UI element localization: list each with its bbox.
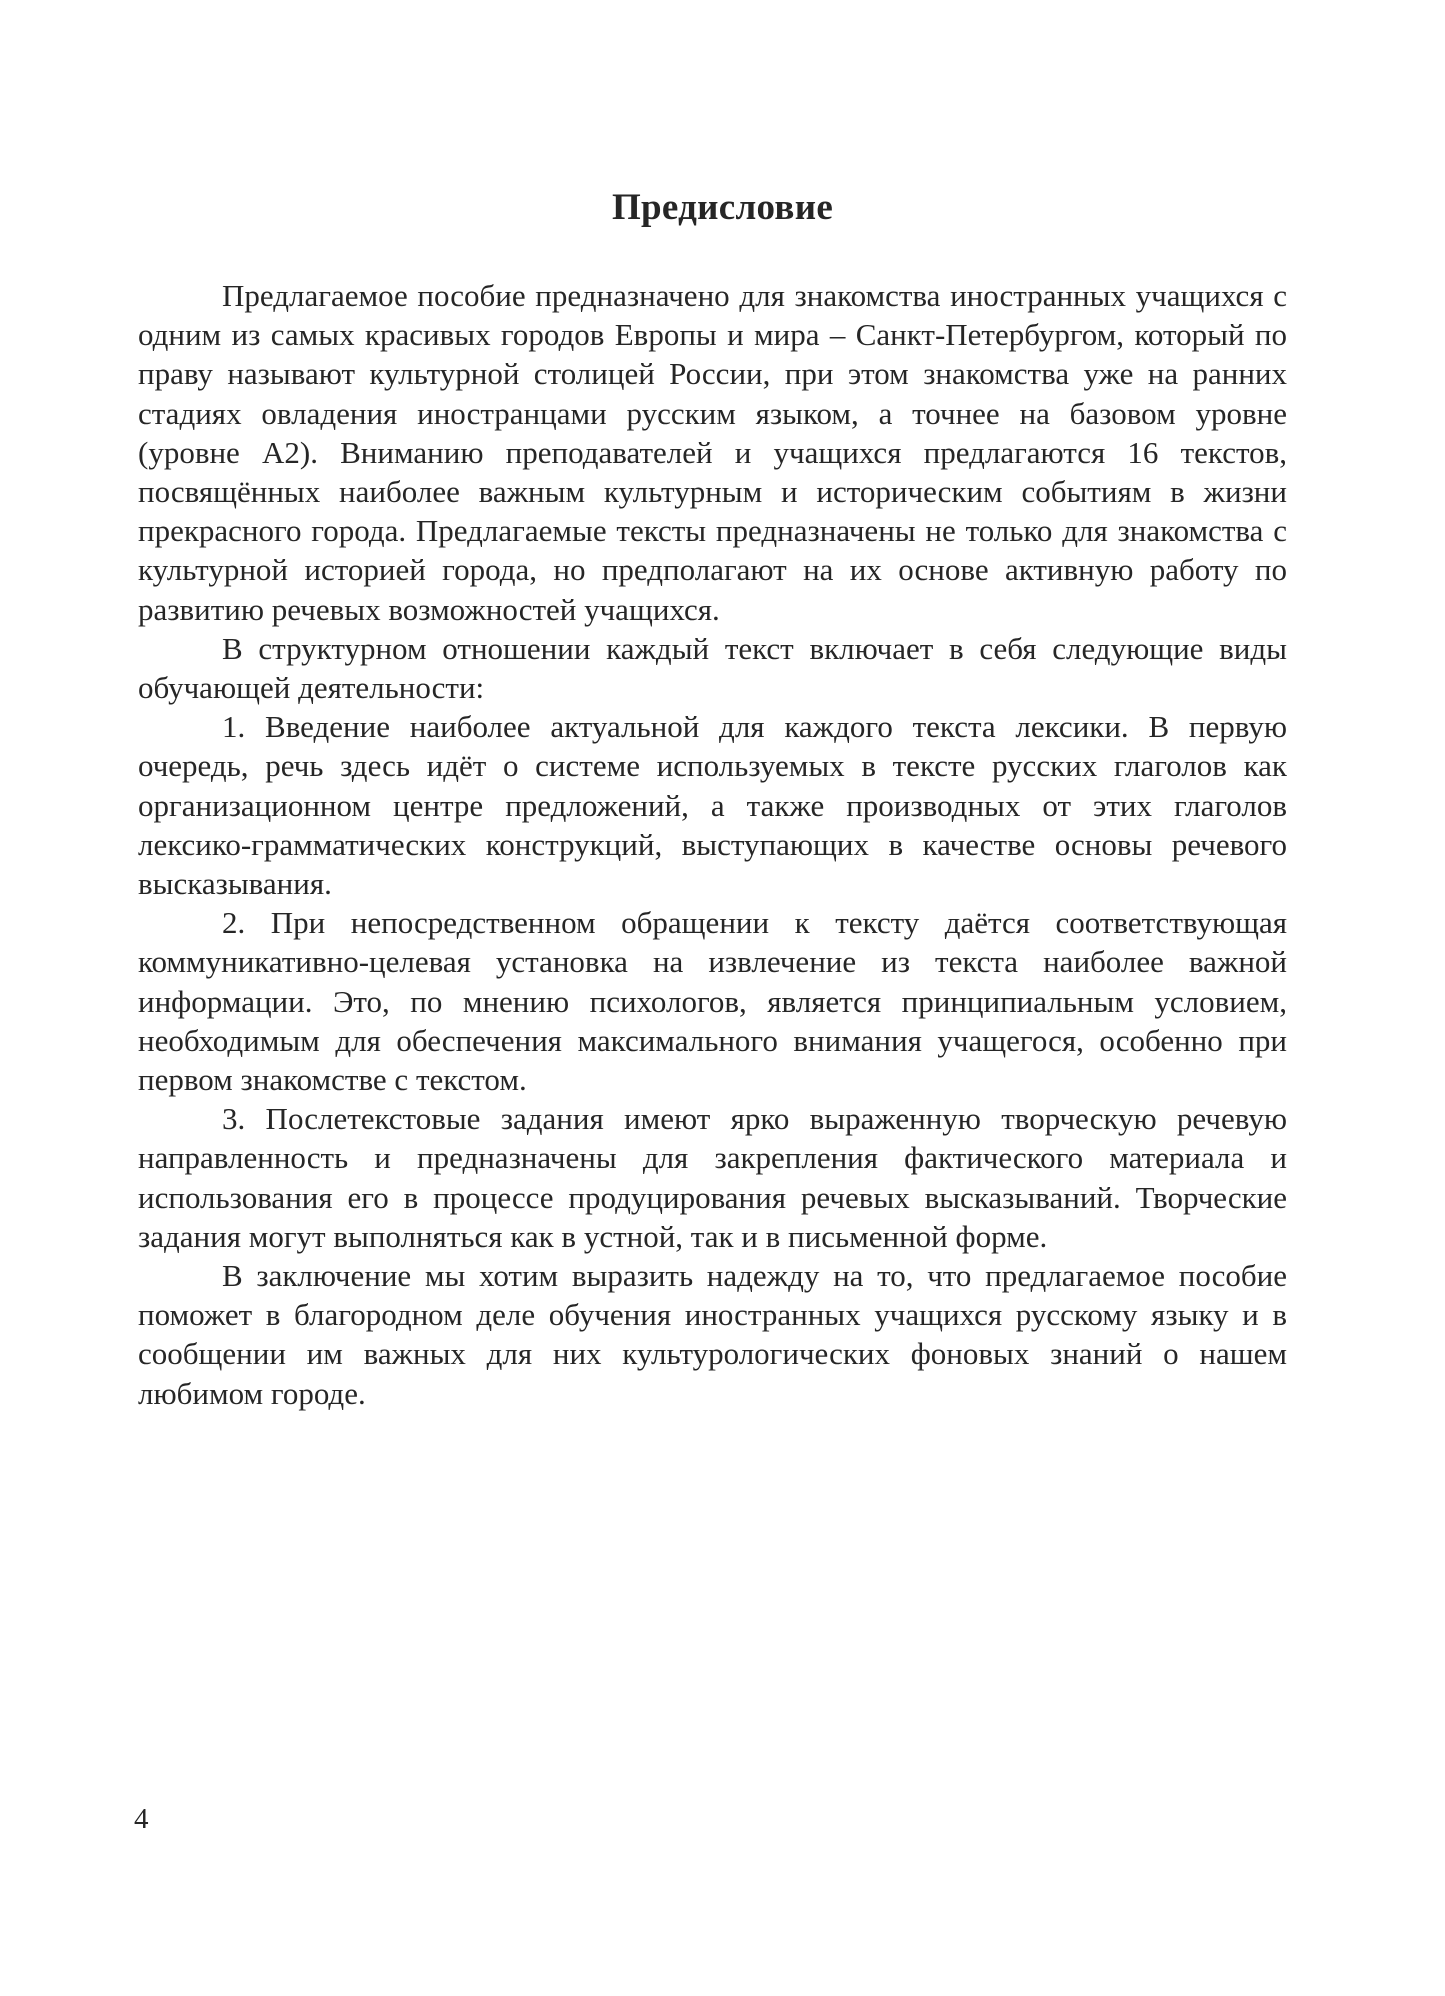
paragraph-conclusion: В заключение мы хотим выразить надежду на то, что предлагаемое пособие поможет в благородном деле обучения иностранных учащихся русскому языку и в сообщении им важных для них культурологических фоновых знаний о нашем любимом городе.: [138, 1258, 1287, 1411]
paragraph-intro: Предлагаемое пособие предназначено для знакомства иностранных учащихся с одним из самых красивых городов Европы и мира – Санкт-Петербургом, который по праву называют культурной столицей России, при этом знакомства уже на ранних стадиях овладения иностранцами русским языком, а точнее на базовом уровне (уровне А2). Вниманию преподавателей и учащихся предлагаются 16 текстов, посвящённых наиболее важным культурным и историческим событиям в жизни прекрасного города. Предлагаемые тексты предназначены не только для знакомства с культурной историей города, но предполагают на их основе активную работу по развитию речевых возможностей учащихся.: [138, 278, 1287, 627]
paragraph-item-3: 3. Послетекстовые задания имеют ярко выраженную творческую речевую направленность и предназначены для закрепления фактического материала и использования его в процессе продуцирования речевых высказываний. Творческие задания могут выполняться как в устной, так и в письменной форме.: [138, 1101, 1287, 1254]
paragraph-structure: В структурном отношении каждый текст включает в себя следующие виды обучающей деятельности:: [138, 630, 1287, 706]
page-title: Предисловие: [611, 187, 834, 228]
preface-body: [138, 276, 1287, 1413]
paragraph-item-2: 2. При непосредственном обращении к тексту даётся соответствующая коммуникативно-целевая установка на извлечение из текста наиболее важной информации. Это, по мнению психологов, является принципиальным условием, необходимым для обеспечения максимального внимания учащегося, особенно при первом знакомстве с текстом.: [138, 905, 1287, 1098]
page-number: 4: [134, 1803, 149, 1835]
paragraph-item-1: 1. Введение наиболее актуальной для каждого текста лексики. В первую очередь, речь здесь идёт о системе используемых в тексте русских глаголов как организационном центре предложений, а также производных от этих глаголов лексико-грамматических конструкций, выступающих в качестве основы речевого высказывания.: [138, 709, 1287, 902]
